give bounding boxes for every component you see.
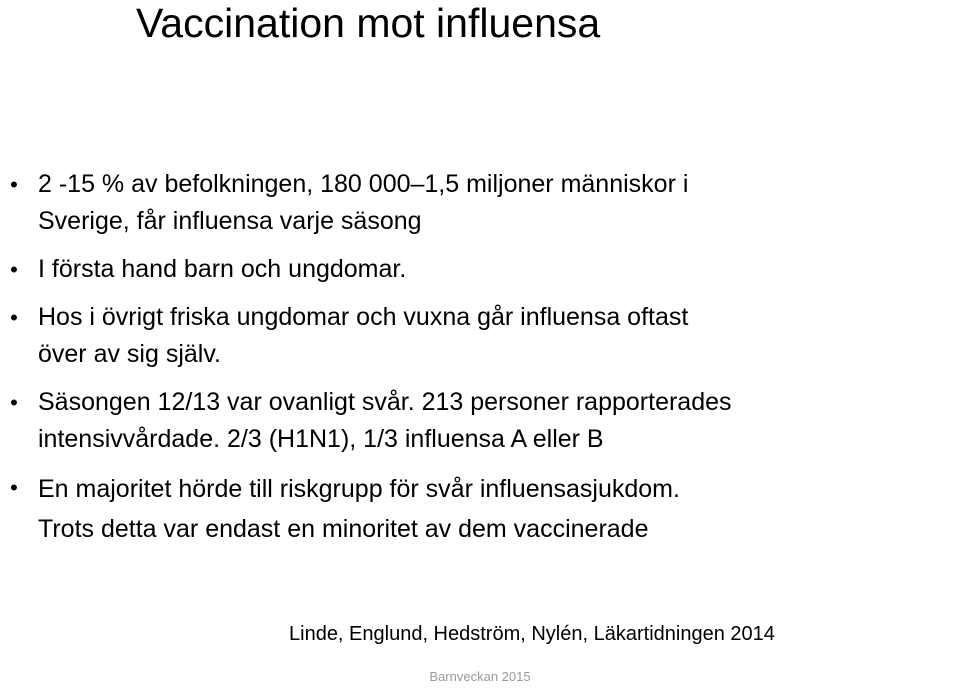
- bullet-item: [10, 469, 958, 549]
- slide-title: Vaccination mot influensa: [136, 0, 601, 46]
- bullet-dot-icon: •: [10, 172, 18, 197]
- bullet-text-line: 2 -15 % av befolkningen, 180 000–1,5 miljoner människor i: [38, 170, 689, 198]
- bullet-text-line: över av sig själv.: [38, 340, 221, 368]
- bullet-text-line: Säsongen 12/13 var ovanligt svår. 213 personer rapporterades: [38, 388, 732, 416]
- bullet-text-line: Hos i övrigt friska ungdomar och vuxna går influensa oftast: [38, 303, 689, 331]
- bullet-text-line: intensivvårdade. 2/3 (H1N1), 1/3 influensa A eller B: [38, 425, 604, 453]
- bullet-list: [10, 166, 958, 560]
- bullet-item: [10, 251, 958, 288]
- bullet-text-line: Sverige, får influensa varje säsong: [38, 207, 422, 235]
- reference-citation: Linde, Englund, Hedström, Nylén, Läkartidningen 2014: [289, 623, 775, 645]
- footer-text: Barnveckan 2015: [429, 669, 531, 684]
- bullet-item: [10, 384, 958, 458]
- bullet-dot-icon: •: [10, 390, 18, 415]
- bullet-item: [10, 299, 958, 373]
- bullet-dot-icon: •: [10, 257, 18, 282]
- bullet-text-line: Trots detta var endast en minoritet av dem vaccinerade: [38, 515, 649, 543]
- bullet-text-line: I första hand barn och ungdomar.: [38, 255, 407, 283]
- bullet-dot-icon: •: [10, 475, 18, 500]
- bullet-dot-icon: •: [10, 305, 18, 330]
- bullet-item: [10, 166, 958, 240]
- bullet-text-line: En majoritet hörde till riskgrupp för svår influensasjukdom.: [38, 475, 680, 503]
